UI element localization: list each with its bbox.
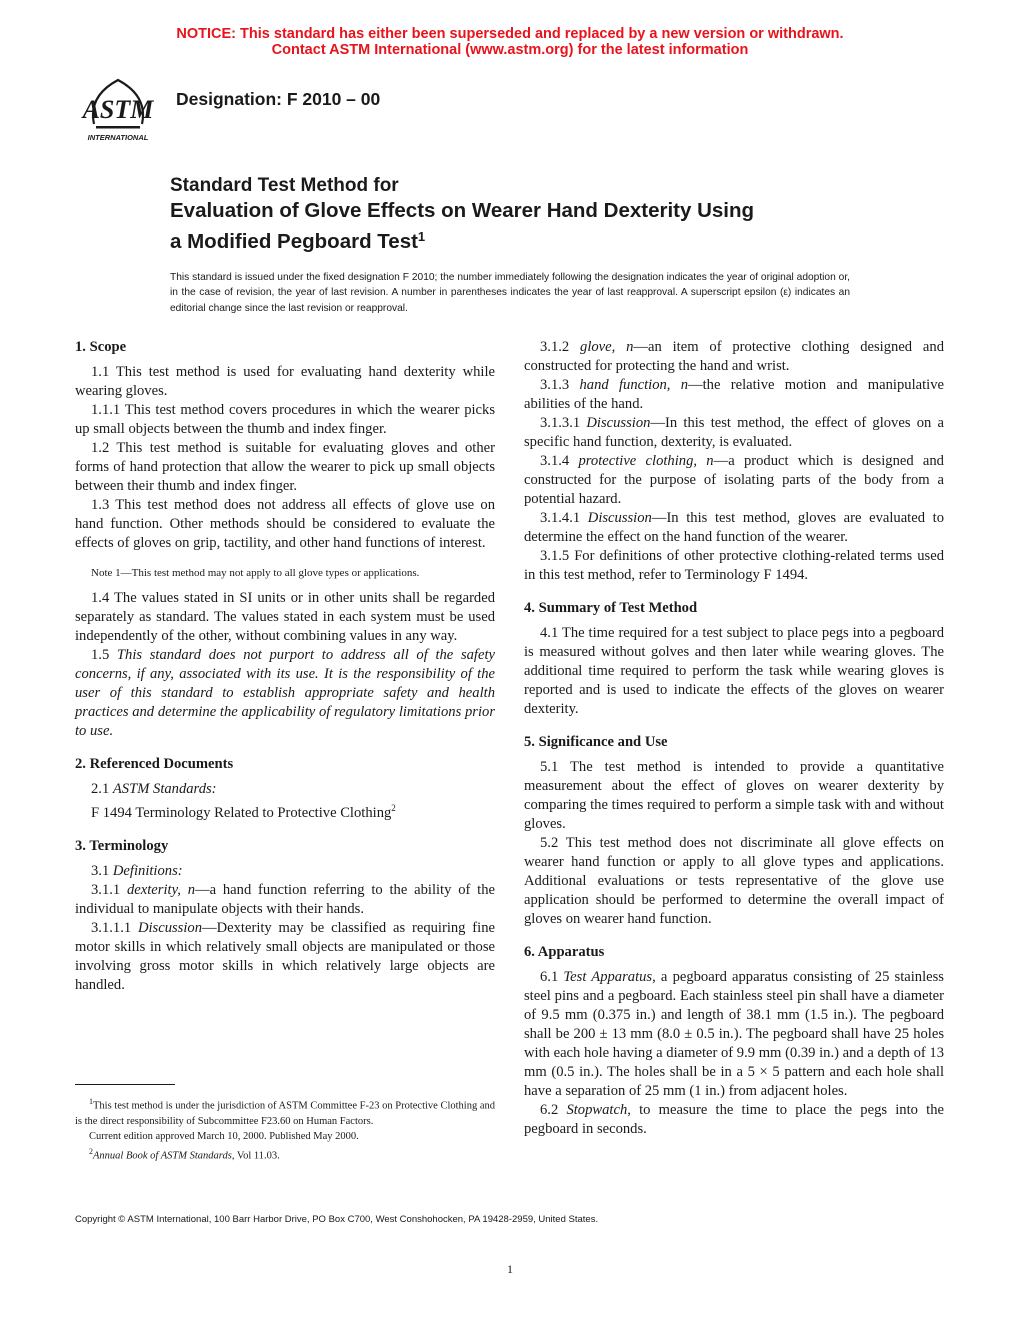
document-title: [170, 174, 754, 255]
para-6-1-text: , a pegboard apparatus consisting of 25 stainless steel pins and a pegboard. Each stainless steel pin shall have a diameter of 9.5 mm (0.375 in.) and length of 38.1 mm (1.5 in.). The pegboard shall be 200 ± 13 mm (8.0 ± 0.5 in.). The pegboard shall have 25 holes with each hole having a diameter of 9.9 mm (0.39 in.) and a depth of 13 mm (0.5 in.). The holes shall be in a 5 × 5 pattern and each hole shall have a separation of 25 mm (1 in.) from adjacent holes.: [524, 969, 944, 1099]
para-3-1-1-1-num: 3.1.1.1: [91, 919, 138, 936]
term-stopwatch: Stopwatch: [566, 1102, 628, 1118]
reference-footnote-marker: 2: [391, 803, 396, 813]
footnote-rule: [75, 1084, 175, 1085]
para-1-4: 1.4 The values stated in SI units or in other units shall be regarded separately as standard. The values stated in each system must be used independently of the other, without combining values in any way.: [75, 590, 495, 644]
para-2-1: [75, 780, 495, 799]
term-hand-function: hand function, n: [579, 377, 689, 393]
discussion-label: Discussion: [137, 919, 203, 936]
footnote-1-text: This test method is under the jurisdiction of ASTM Committee F-23 on Protective Clothing and is the direct responsibility of Subcommittee F23.60 on Human Factors.: [75, 1100, 495, 1127]
para-3-1-num: 3.1: [91, 862, 113, 879]
section-4-heading: 4. Summary of Test Method: [524, 600, 698, 616]
para-3-1-4-1-num: 3.1.4.1: [540, 510, 588, 526]
para-3-1-1: [75, 881, 495, 919]
title-line-3: [170, 224, 754, 255]
para-3-1: [75, 862, 495, 881]
term-protective-clothing: protective clothing, n: [578, 453, 714, 469]
para-6-2-num: 6.2: [540, 1102, 567, 1118]
para-6-1: [524, 968, 944, 1101]
para-6-1-num: 6.1: [540, 969, 564, 985]
notice-line-1: NOTICE: This standard has either been superseded and replaced by a new version or withdrawn.: [176, 26, 844, 42]
para-3-1-1-1-text: —Dexterity may be classified as requiring fine motor skills in which relatively small objects are manipulated or those involving gross motor skills in which relatively large objects are handled.: [75, 919, 495, 993]
para-3-1-4-1: [524, 509, 944, 547]
title-line-2: Evaluation of Glove Effects on Wearer Hand Dexterity Using: [170, 199, 755, 222]
para-6-2: [524, 1101, 944, 1139]
para-1-2: 1.2 This test method is suitable for evaluating gloves and other forms of hand protection that allow the wearer to pick up small objects between their thumb and index finger.: [75, 440, 495, 494]
footnote-2-title: Annual Book of ASTM Standards: [93, 1150, 232, 1161]
section-6-heading: 6. Apparatus: [524, 944, 605, 960]
para-1-3: 1.3 This test method does not address all effects of glove use on hand function. Other methods should be considered to evaluate the effects of gloves on grip, tactility, and other hand functions of interest.: [75, 497, 495, 551]
footnote-1: [75, 1094, 495, 1129]
para-3-1-3-1-text: —In this test method, the effect of gloves on a specific hand function, dexterity, is evaluated.: [524, 415, 945, 450]
notice-line-2: Contact ASTM International (www.astm.org) for the latest information: [271, 42, 749, 58]
para-3-1-4: [524, 452, 944, 509]
designation: Designation: F 2010 – 00: [176, 89, 381, 109]
footnotes: [75, 1094, 495, 1163]
right-column: [524, 338, 944, 1139]
copyright-line: Copyright © ASTM International, 100 Barr Harbor Drive, PO Box C700, West Conshohocken, PA 19428-2959, United States.: [75, 1214, 599, 1225]
para-3-1-text: Definitions:: [112, 862, 183, 879]
section-3-heading: 3. Terminology: [75, 837, 169, 854]
term-glove: glove, n: [580, 339, 634, 355]
para-1-5: [75, 646, 495, 741]
para-2-1-num: 2.1: [91, 781, 113, 797]
para-3-1-1-1: [75, 919, 495, 995]
para-3-1-3-1: [524, 414, 944, 452]
notice-banner: [0, 26, 1020, 58]
para-3-1-2-text: —an item of protective clothing designed and constructed for protecting the hand and wrist.: [524, 339, 944, 374]
astm-logo-graphic: [74, 74, 162, 150]
para-1-1-1: 1.1.1 This test method covers procedures in which the wearer picks up small objects between the thumb and index finger.: [75, 402, 495, 437]
note-1: Note 1—This test method may not apply to all glove types or applications.: [91, 567, 420, 579]
discussion-label: Discussion: [586, 415, 651, 431]
para-3-1-3-1-num: 3.1.3.1: [540, 415, 587, 431]
para-3-1-4-text: —a product which is designed and constructed for the purpose of isolating parts of the body from a potential hazard.: [524, 453, 944, 507]
reference-f1494: [75, 799, 495, 823]
para-2-1-text: ASTM Standards:: [112, 781, 217, 797]
astm-logo: [74, 74, 162, 150]
page-number: 1: [507, 1262, 513, 1276]
title-footnote-marker: 1: [417, 229, 426, 244]
para-3-1-4-1-text: —In this test method, gloves are evaluated to determine the effect on the hand function of the wearer.: [524, 510, 945, 545]
logo-bar: [96, 126, 140, 129]
section-5-heading: 5. Significance and Use: [524, 734, 668, 750]
issuance-statement: This standard is issued under the fixed designation F 2010; the number immediately following the designation indicates the year of original adoption or, in the case of revision, the year of last revision. A number in parentheses indicates the year of last reapproval. A superscript epsilon (ε) indicates an editorial change since the last revision or reapproval.: [170, 272, 850, 314]
para-3-1-4-num: 3.1.4: [540, 453, 579, 469]
para-3-1-2: [524, 338, 944, 376]
para-5-1: 5.1 The test method is intended to provide a quantitative measurement about the effect of gloves on wearer dexterity by comparing the times required to perform a simple task with and without gloves.: [524, 759, 944, 832]
footnote-1-approval: Current edition approved March 10, 2000. Published May 2000.: [89, 1130, 359, 1142]
para-3-1-3-text: —the relative motion and manipulative abilities of the hand.: [524, 377, 944, 412]
para-3-1-2-num: 3.1.2: [540, 339, 581, 355]
footnote-2-rest: , Vol 11.03.: [231, 1150, 280, 1161]
title-line-1: Standard Test Method for: [170, 175, 399, 196]
discussion-label: Discussion: [587, 510, 652, 526]
para-1-1: 1.1 This test method is used for evaluating hand dexterity while wearing gloves.: [75, 364, 495, 399]
para-3-1-1-text: —a hand function referring to the ability of the individual to manipulate objects with their hands.: [75, 881, 495, 917]
term-dexterity: dexterity, n: [127, 881, 195, 898]
title-line-3-text: a Modified Pegboard Test: [170, 230, 418, 253]
term-test-apparatus: Test Apparatus: [563, 969, 653, 985]
section-2-heading: 2. Referenced Documents: [75, 756, 234, 772]
footnote-2-marker: 2: [89, 1146, 93, 1156]
para-5-2: 5.2 This test method does not discriminate all glove effects on wearer hand function or apply to all glove types and applications. Additional evaluations or tests representative of the glove use application should be performed to determine the overall impact of gloves on wearer hand function.: [524, 835, 944, 927]
para-1-5-num: 1.5: [91, 647, 117, 663]
para-4-1: 4.1 The time required for a test subject to place pegs into a pegboard is measured without golves and then later while wearing gloves. The additional time required to perform the task while wearing gloves is reported and is used to indicate the effects of the gloves on wearer dexterity.: [524, 625, 944, 717]
section-1-heading: 1. Scope: [75, 339, 127, 355]
logo-caption: INTERNATIONAL: [87, 133, 149, 142]
footnote-1-marker: 1: [89, 1097, 93, 1106]
para-6-2-text: , to measure the time to place the pegs into the pegboard in seconds.: [524, 1102, 944, 1137]
left-column: [75, 338, 495, 995]
reference-f1494-text: F 1494 Terminology Related to Protective Clothing: [91, 804, 392, 821]
logo-letters: ASTM: [82, 95, 154, 124]
para-1-5-text: This standard does not purport to address all of the safety concerns, if any, associated with its use. It is the responsibility of the user of this standard to establish appropriate safety and health practices and determine the applicability of regulatory limitations prior to use.: [75, 647, 495, 739]
footnote-2: [75, 1144, 495, 1164]
para-3-1-1-num: 3.1.1: [91, 881, 127, 898]
para-3-1-5: 3.1.5 For definitions of other protective clothing-related terms used in this test method, refer to Terminology F 1494.: [524, 548, 944, 583]
para-3-1-3-num: 3.1.3: [540, 377, 580, 393]
para-3-1-3: [524, 376, 944, 414]
